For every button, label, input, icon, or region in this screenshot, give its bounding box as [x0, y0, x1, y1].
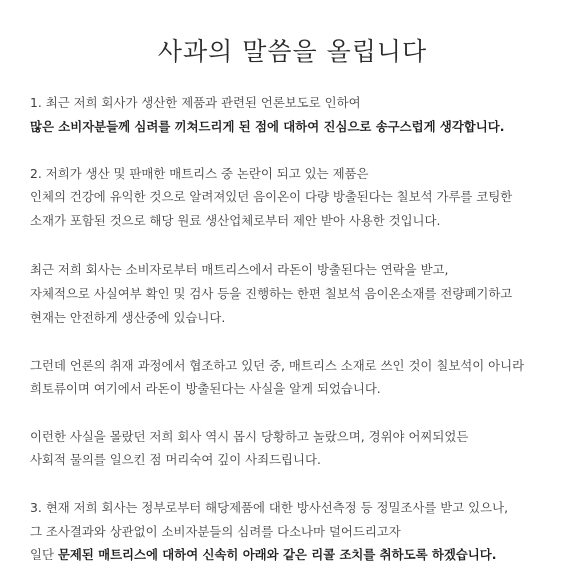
section3-line3 [30, 547, 496, 563]
section3-line3-bold: 문제된 매트리스에 대하여 신속히 아래와 같은 리콜 조치를 취하도록 하겠습니다. [57, 547, 497, 562]
section1-line1: 1. 최근 저희 회사가 생산한 제품과 관련된 언론보도로 인하여 [30, 95, 361, 110]
para3-line3: 현재는 안전하게 생산중에 있습니다. [30, 310, 226, 325]
para5-line1: 이런한 사실을 몰랐던 저희 회사 역시 몹시 당황하고 놀랐으며, 경위야 어찌되었든 [30, 429, 469, 444]
para3-line2: 자체적으로 사실여부 확인 및 검사 등을 진행하는 한편 칠보석 음이온소재를 전량폐기하고 [30, 286, 513, 301]
section2-line3: 소재가 포함된 것으로 해당 원료 생산업체로부터 제안 받아 사용한 것입니다. [30, 213, 441, 228]
section1-line2-bold: 많은 소비자분들께 심려를 끼쳐드리게 된 점에 대하여 진심으로 송구스럽게 생각합니다. [30, 119, 505, 134]
section3-line1: 3. 현재 저희 회사는 정부로부터 해당제품에 대한 방사선측정 등 정밀조사를 받고 있으나, [30, 500, 509, 515]
section3-line3-normal: 일단 [30, 547, 58, 562]
section2-line2: 인체의 건강에 유익한 것으로 알려져있던 음이온이 다량 방출된다는 칠보석 가루를 코팅한 [30, 189, 513, 204]
section2-line1: 2. 저희가 생산 및 판매한 매트리스 중 논란이 되고 있는 제품은 [30, 166, 369, 181]
para4-line1: 그런데 언론의 취재 과정에서 협조하고 있던 중, 매트리스 소재로 쓰인 것이 칠보석이 아니라 [30, 358, 525, 373]
page-title: 사과의 말씀을 올립니다 [157, 37, 428, 66]
para3-line1: 최근 저희 회사는 소비자로부터 매트리스에서 라돈이 방출된다는 연락을 받고, [30, 262, 449, 277]
para5-line2: 사회적 물의를 일으킨 점 머리숙여 깊이 사죄드립니다. [30, 452, 321, 467]
para4-line2: 희토류이며 여기에서 라돈이 방출된다는 사실을 알게 되었습니다. [30, 381, 381, 396]
section3-line2: 그 조사결과와 상관없이 소비자분들의 심려를 다소나마 덜어드리고자 [30, 524, 401, 539]
